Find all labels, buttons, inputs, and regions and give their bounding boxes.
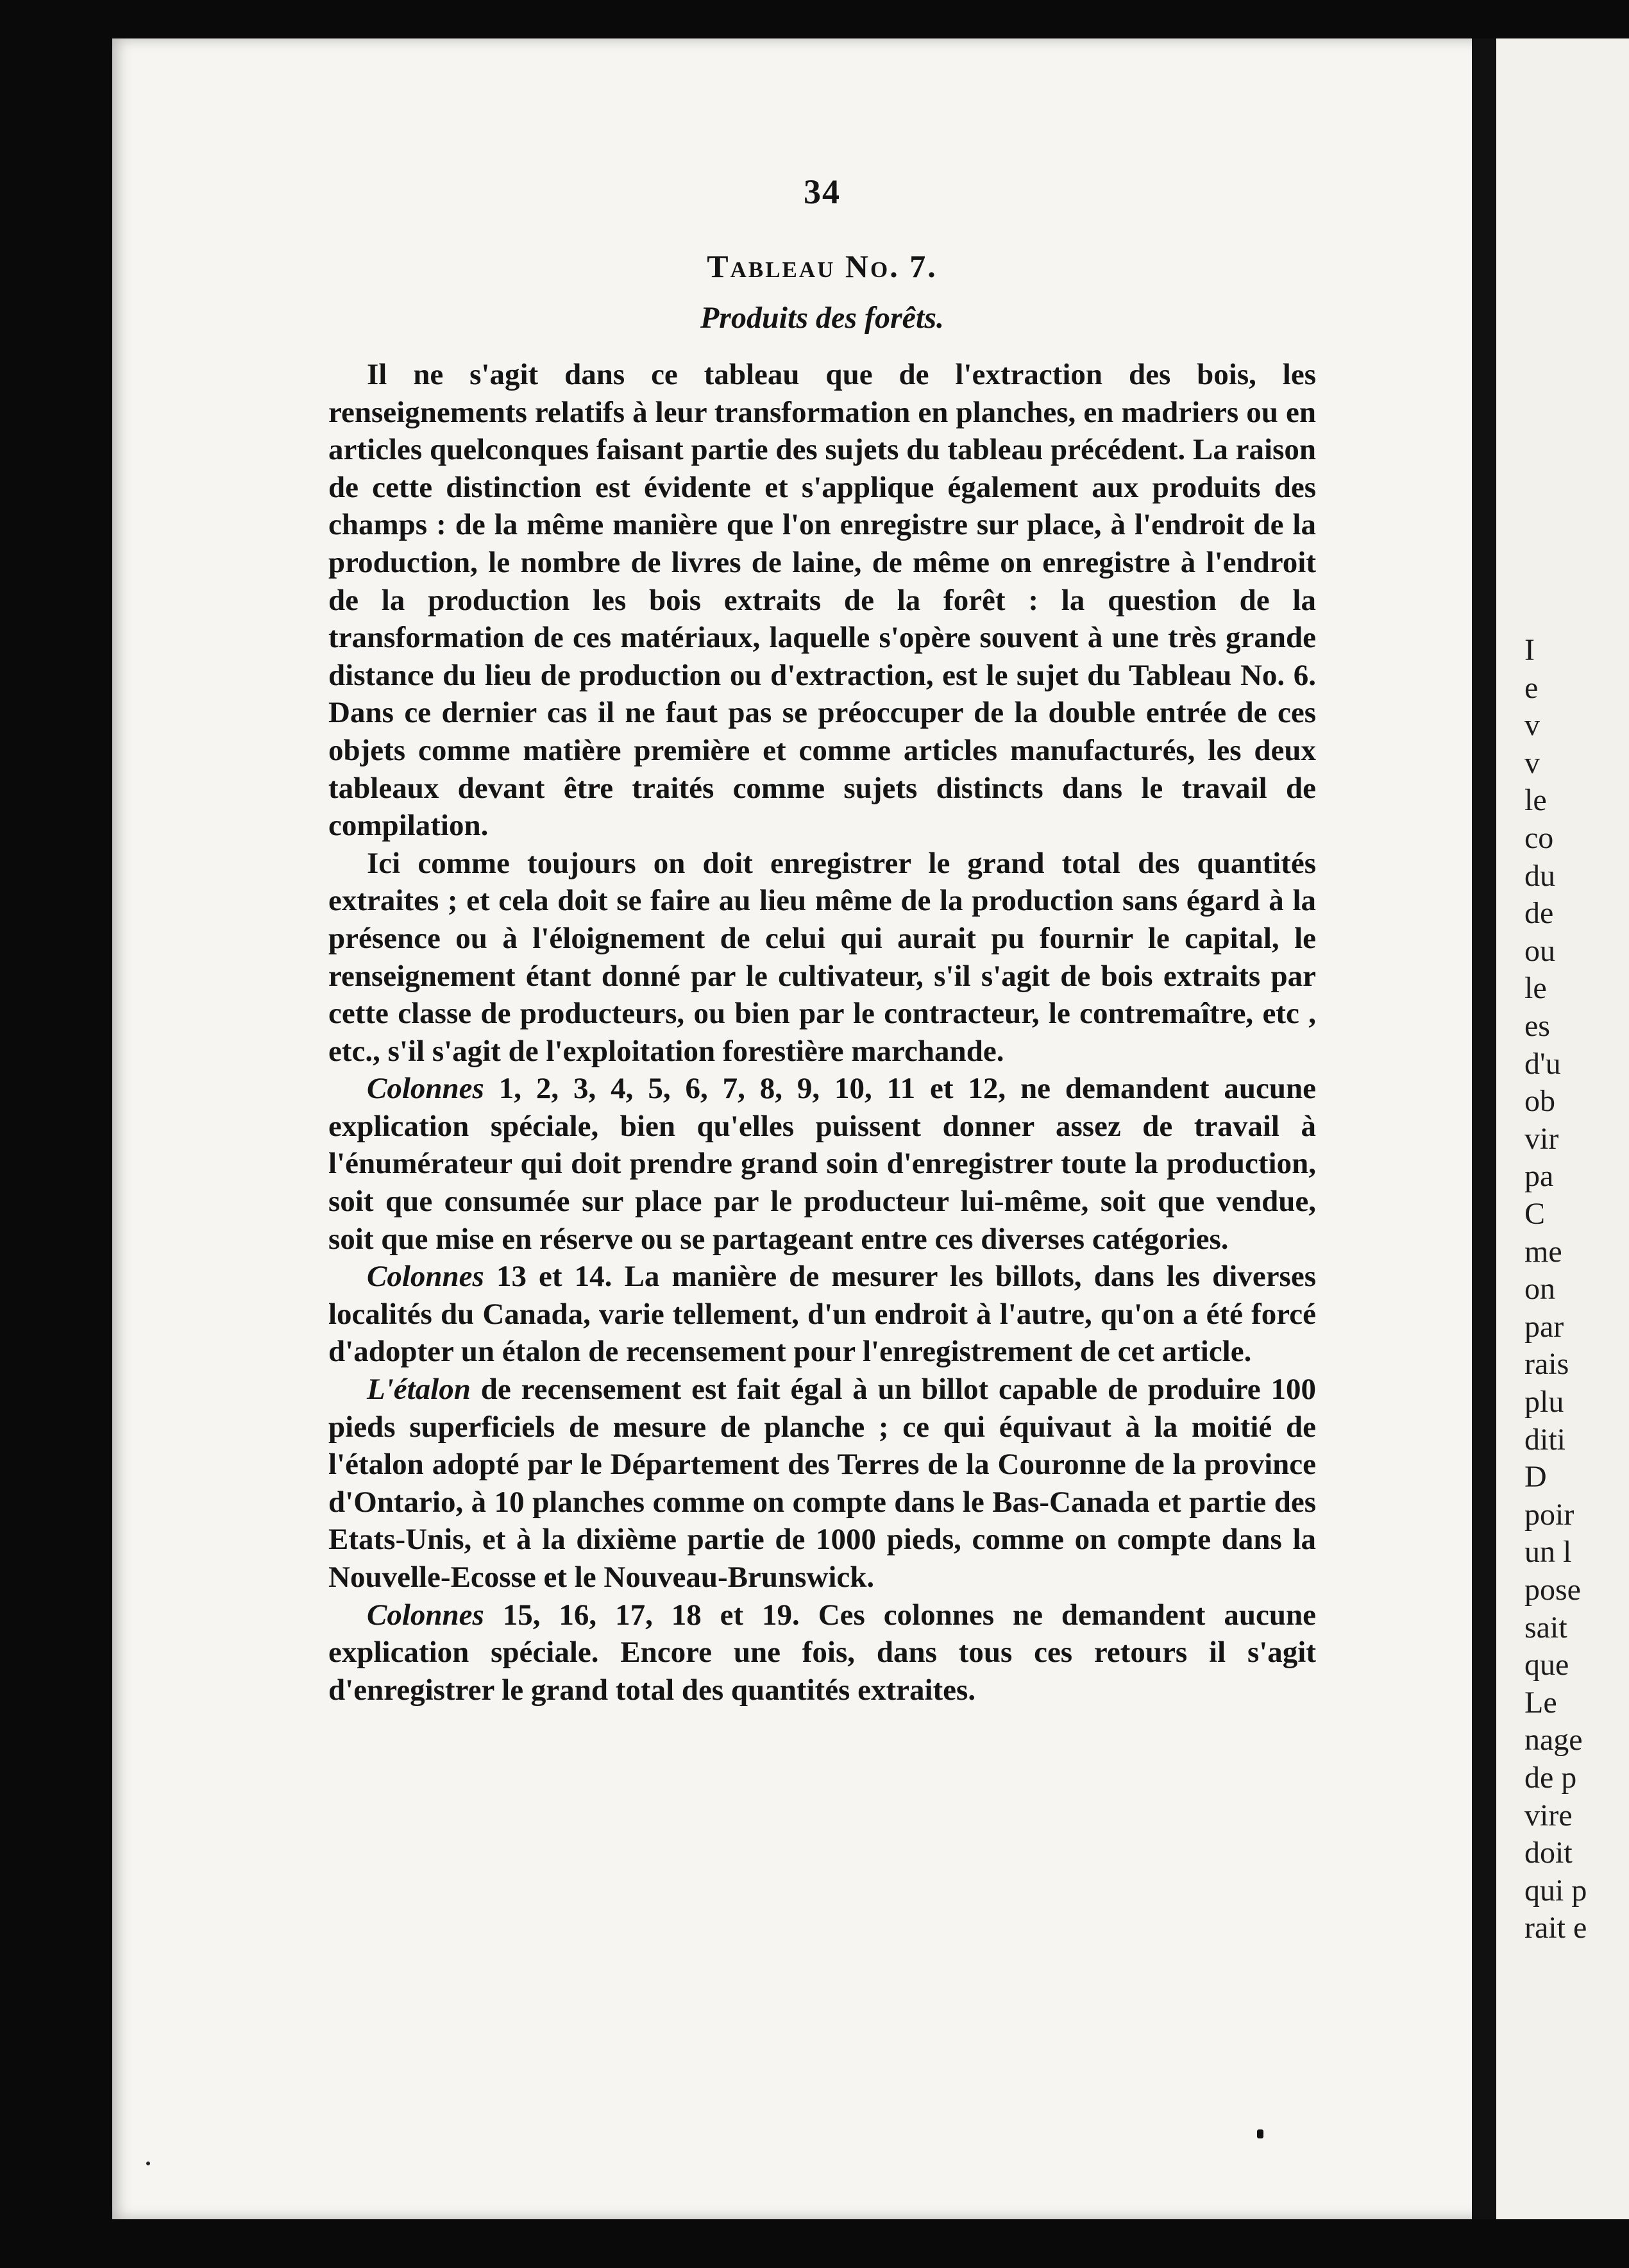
facing-page-fragment-line: de xyxy=(1524,896,1554,931)
paragraph-lead: L'étalon xyxy=(367,1373,471,1407)
facing-page-fragment-line: doit xyxy=(1524,1836,1573,1870)
facing-page-fragment-line: I xyxy=(1524,633,1535,667)
paragraph xyxy=(328,1596,1316,1709)
paragraph xyxy=(328,845,1316,1071)
table-title: Tableau No. 7. xyxy=(707,248,938,284)
page-gutter xyxy=(1472,38,1496,2219)
scan-bottom-edge xyxy=(0,2213,1629,2268)
scan-speck xyxy=(146,2162,150,2165)
facing-page-fragment-line: co xyxy=(1524,821,1554,855)
facing-page-fragment-line: Le xyxy=(1524,1685,1557,1720)
facing-page-fragment-line: plu xyxy=(1524,1385,1564,1419)
facing-page-fragment xyxy=(1496,38,1629,2219)
facing-page-fragment-line: es xyxy=(1524,1009,1550,1043)
paragraph xyxy=(328,1070,1316,1258)
facing-page-fragment-line: le xyxy=(1524,971,1547,1006)
paragraph-lead: Colonnes xyxy=(367,1072,484,1106)
facing-page-fragment-line: vir xyxy=(1524,1121,1559,1156)
facing-page-fragment-line: v xyxy=(1524,708,1540,743)
facing-page-fragment-line: qui p xyxy=(1524,1873,1587,1908)
section-subtitle: Produits des forêts. xyxy=(700,301,944,335)
facing-page-fragment-line: d'u xyxy=(1524,1046,1561,1081)
paragraph-text: 1, 2, 3, 4, 5, 6, 7, 8, 9, 10, 11 et 12, ne demandent aucune explication spéciale, bien qu'elles puissent donner assez de travail à l'énumérateur qui doit prendre grand soin d'enregistrer toute la production, soit que consumée sur place par le producteur lui-même, soit que vendue, soit que mise en réserve ou se partageant entre ces diverses catégories. xyxy=(328,1072,1317,1256)
paragraph xyxy=(328,356,1316,845)
facing-page-fragment-line: rait e xyxy=(1524,1911,1587,1945)
facing-page-fragment-line: rais xyxy=(1524,1347,1569,1382)
page-number: 34 xyxy=(804,173,841,211)
facing-page-fragment-line: e xyxy=(1524,670,1539,705)
scan-speck xyxy=(1257,2129,1263,2138)
scan-binding-edge xyxy=(0,0,112,2268)
facing-page-fragment-line: nage xyxy=(1524,1723,1583,1757)
facing-page-fragment-line: pa xyxy=(1524,1159,1554,1194)
facing-page-fragment-line: que xyxy=(1524,1648,1569,1682)
paragraph-text: 15, 16, 17, 18 et 19. Ces colonnes ne demandent aucune explication spéciale. Encore une fois, dans tous ces retours il s'agit d'enregistrer le grand total des quantités extraites. xyxy=(328,1598,1316,1707)
page-text-block xyxy=(328,172,1316,1709)
paragraph-text: Il ne s'agit dans ce tableau que de l'extraction des bois, les renseignements relatifs à leur transformation en planches, en madriers ou en articles quelconques faisant partie des sujets du tableau précédent. La raison de cette distinction est évidente et s'applique également aux produits des champs : de la même manière que l'on enregistre sur place, à l'endroit de la production, le nombre de livres de laine, de même on enregistre à l'endroit de la production les bois extraits de la forêt : la question de la transformation de ces matériaux, laquelle s'opère souvent à une très grande distance du lieu de production ou d'extraction, est le sujet du Tableau No. 6. Dans ce dernier cas il ne faut pas se préoccuper de la double entrée de ces objets comme matière première et comme articles manufacturés, les deux tableaux devant être traités comme sujets distincts dans le travail de compilation. xyxy=(328,358,1316,843)
facing-page-fragment-line: on xyxy=(1524,1272,1555,1307)
facing-page-fragment-line: vire xyxy=(1524,1798,1573,1832)
facing-page-fragment-line: par xyxy=(1524,1309,1564,1344)
facing-page-fragment-line: du xyxy=(1524,858,1555,893)
paragraph-lead: Colonnes xyxy=(367,1260,484,1294)
paragraph-lead: Colonnes xyxy=(367,1598,484,1632)
facing-page-fragment-line: D xyxy=(1524,1460,1547,1494)
paragraph-text: de recensement est fait égal à un billot capable de produire 100 pieds superficiels de mesure de planche ; ce qui équivaut à la moitié de l'étalon adopté par le Département des Terres de la Couronne de la province d'Ontario, à 10 planches comme on compte dans le Bas-Canada et partie des Etats-Unis, et à la dixième partie de 1000 pieds, comme on compte dans la Nouvelle-Ecosse et le Nouveau-Brunswick. xyxy=(328,1373,1317,1594)
facing-page-fragment-line: diti xyxy=(1524,1422,1566,1457)
facing-page-fragment-line: le xyxy=(1524,783,1547,818)
facing-page-fragment-line: me xyxy=(1524,1234,1562,1269)
facing-page-fragment-line: ob xyxy=(1524,1084,1555,1119)
facing-page-fragment-line: C xyxy=(1524,1197,1546,1231)
facing-page-fragment-line: v xyxy=(1524,745,1540,780)
facing-page-fragment-line: pose xyxy=(1524,1573,1581,1607)
paragraph-text: Ici comme toujours on doit enregistrer le grand total des quantités extraites ; et cela doit se faire au lieu même de la production sans égard à la présence ou à l'éloignement de celui qui aurait pu fournir le capital, le renseignement étant donné par le cultivateur, s'il s'agit de bois extraits par cette classe de producteurs, ou bien par le contracteur, le contremaître, etc , etc., s'il s'agit de l'exploitation forestière marchande. xyxy=(328,846,1316,1068)
facing-page-fragment-line: de p xyxy=(1524,1761,1577,1795)
paragraph xyxy=(328,1371,1316,1596)
facing-page-fragment-line: un l xyxy=(1524,1535,1572,1570)
facing-page-fragment-line: sait xyxy=(1524,1610,1567,1645)
paragraph xyxy=(328,1258,1316,1371)
facing-page-fragment-line: poir xyxy=(1524,1497,1574,1532)
facing-page-fragment-line: ou xyxy=(1524,933,1555,968)
paragraph-text: 13 et 14. La manière de mesurer les billots, dans les diverses localités du Canada, varie tellement, d'un endroit à l'autre, qu'on a été forcé d'adopter un étalon de recensement pour l'enregistrement de cet article. xyxy=(328,1260,1317,1369)
